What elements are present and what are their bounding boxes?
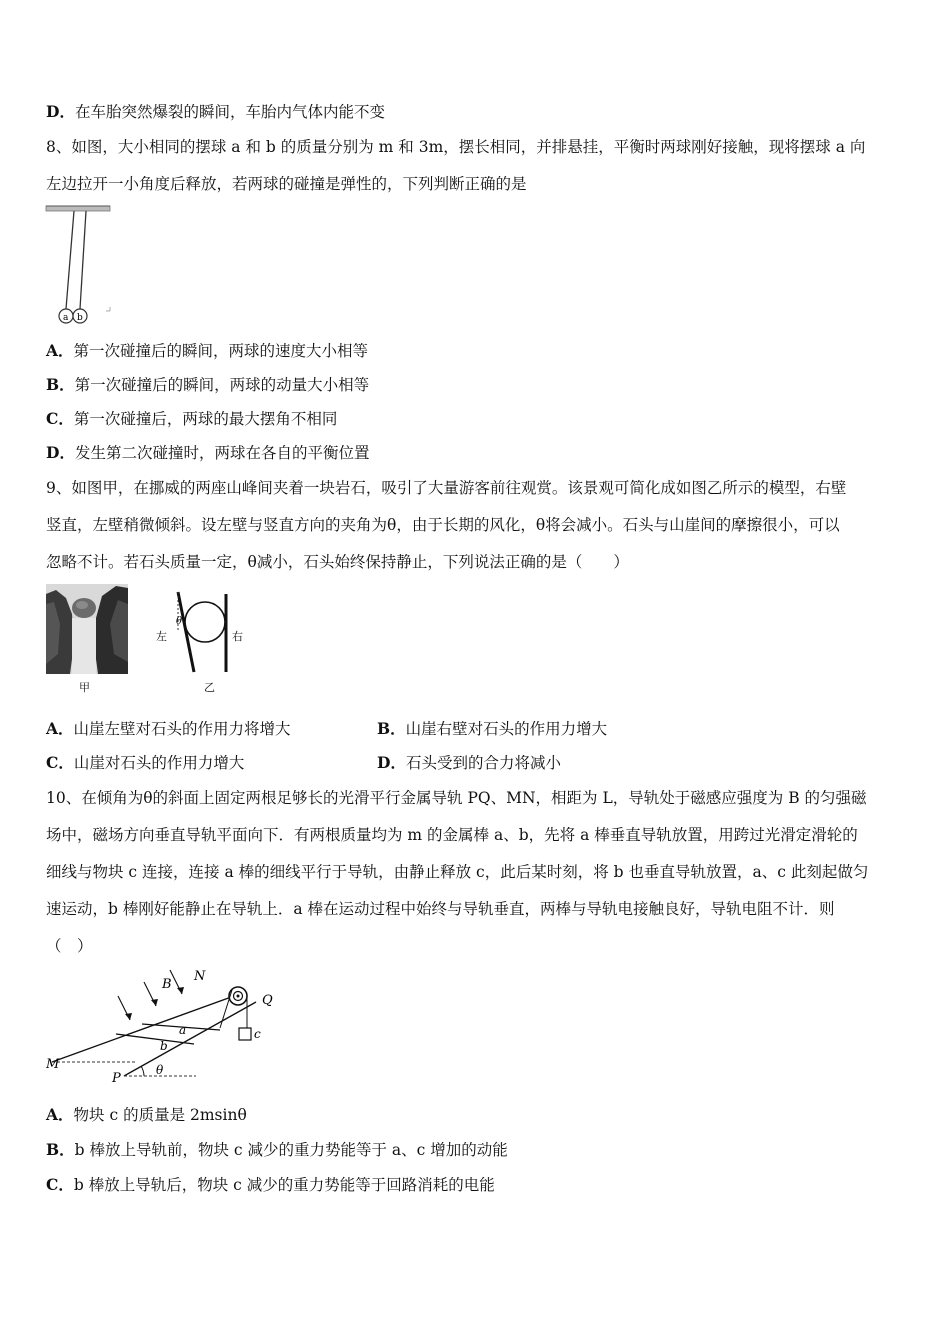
option-text: 山崖对石头的作用力增大 <box>73 754 245 772</box>
q10-stem-line-4: 速运动，b 棒刚好能静止在导轨上．a 棒在运动过程中始终与导轨垂直，两棒与导轨电接触良好，导轨电阻不计．则 <box>46 900 835 918</box>
q10-stem-line-2: 场中，磁场方向垂直导轨平面向下．有两根质量均为 m 的金属棒 a、b，先将 a 棒垂直导轨放置，用跨过光滑定滑轮的 <box>46 826 858 844</box>
rock-photo-figure <box>46 584 128 674</box>
option-letter: B． <box>46 1140 75 1159</box>
q8-option-b <box>46 375 369 395</box>
option-text: 第一次碰撞后的瞬间，两球的速度大小相等 <box>73 342 369 360</box>
q8-option-c <box>46 409 337 429</box>
label-b: b <box>160 1039 168 1053</box>
option-text: 第一次碰撞后，两球的最大摆角不相同 <box>73 410 338 428</box>
option-letter: A． <box>46 1105 74 1124</box>
q10-option-a <box>46 1105 247 1125</box>
option-letter: B． <box>46 375 75 394</box>
option-text: 在车胎突然爆裂的瞬间，车胎内气体内能不变 <box>74 103 385 121</box>
label-Q: Q <box>262 993 273 1008</box>
option-text: 物块 c 的质量是 2msinθ <box>73 1106 247 1124</box>
option-letter: D． <box>46 102 75 121</box>
q8-option-d <box>46 443 369 463</box>
option-letter: B． <box>377 719 406 738</box>
pendulum-figure <box>44 203 120 325</box>
q9-option-a <box>46 719 291 739</box>
q10-stem-line-5: （ ） <box>46 937 93 955</box>
label-P: P <box>112 1071 121 1086</box>
q9-option-b <box>377 719 607 739</box>
label-c: c <box>254 1027 261 1041</box>
label-N: N <box>194 969 206 984</box>
q8-stem-line-2: 左边拉开一小角度后释放，若两球的碰撞是弹性的，下列判断正确的是 <box>46 175 527 193</box>
option-letter: C． <box>46 753 74 772</box>
label-theta: θ <box>156 1063 164 1077</box>
figure-caption-jia: 甲 <box>79 681 90 694</box>
q10-stem-line-3: 细线与物块 c 连接，连接 a 棒的细线平行于导轨，由静止释放 c，此后某时刻，将 b 也垂直导轨放置，a、c 此刻起做匀 <box>46 863 869 881</box>
option-text: b 棒放上导轨后，物块 c 减少的重力势能等于回路消耗的电能 <box>73 1176 495 1194</box>
q8-option-a <box>46 341 368 361</box>
option-text: 山崖右壁对石头的作用力增大 <box>405 720 608 738</box>
block-c <box>239 1028 251 1040</box>
q9-option-c <box>46 753 244 773</box>
option-text: b 棒放上导轨前，物块 c 减少的重力势能等于 a、c 增加的动能 <box>74 1141 508 1159</box>
label-left: 左 <box>156 630 167 643</box>
figure-caption-yi: 乙 <box>204 681 215 694</box>
q9-stem-line-1: 9、如图甲，在挪威的两座山峰间夹着一块岩石，吸引了大量游客前往观赏。该景观可简化成如图乙所示的模型，右壁 <box>46 479 847 497</box>
rail-pq <box>124 1002 256 1076</box>
label-right: 右 <box>232 630 243 643</box>
left-wall <box>178 592 194 672</box>
q10-option-c <box>46 1175 495 1195</box>
rock-circle <box>185 602 225 642</box>
string-a <box>66 211 74 309</box>
gap <box>72 618 96 674</box>
ball-a-label: a <box>63 313 69 323</box>
option-text: 第一次碰撞后的瞬间，两球的动量大小相等 <box>74 376 370 394</box>
ceiling-support <box>46 206 110 211</box>
option-letter: A． <box>46 341 74 360</box>
label-M: M <box>46 1057 60 1072</box>
string-b <box>80 211 86 309</box>
option-letter: D． <box>46 443 75 462</box>
label-B: B <box>162 977 172 992</box>
theta-label: θ <box>176 616 183 627</box>
q8-stem-line-1: 8、如图，大小相同的摆球 a 和 b 的质量分别为 m 和 3m，摆长相同，并排悬挂，平衡时两球刚好接触，现将摆球 a 向 <box>46 138 866 156</box>
prev-option-d <box>46 102 385 122</box>
option-text: 石头受到的合力将减小 <box>405 754 561 772</box>
label-a: a <box>179 1023 187 1037</box>
option-letter: C． <box>46 409 74 428</box>
q10-stem-line-1: 10、在倾角为θ的斜面上固定两根足够长的光滑平行金属导轨 PQ、MN，相距为 L，导轨处于磁感应强度为 B 的匀强磁 <box>46 789 867 807</box>
option-text: 山崖左壁对石头的作用力将增大 <box>73 720 291 738</box>
rails-figure <box>44 966 274 1088</box>
q9-stem-line-2: 竖直，左壁稍微倾斜。设左壁与竖直方向的夹角为θ，由于长期的风化，θ将会减小。石头与山崖间的摩擦很小，可以 <box>46 516 840 534</box>
q10-option-b <box>46 1140 508 1160</box>
ball-b-label: b <box>77 313 83 323</box>
q9-option-d <box>377 753 561 773</box>
option-letter: D． <box>377 753 406 772</box>
option-letter: A． <box>46 719 74 738</box>
option-text: 发生第二次碰撞时，两球在各自的平衡位置 <box>74 444 370 462</box>
q9-stem-line-3: 忽略不计。若石头质量一定，θ减小，石头始终保持静止，下列说法正确的是（ ） <box>46 553 629 571</box>
option-letter: C． <box>46 1175 74 1194</box>
